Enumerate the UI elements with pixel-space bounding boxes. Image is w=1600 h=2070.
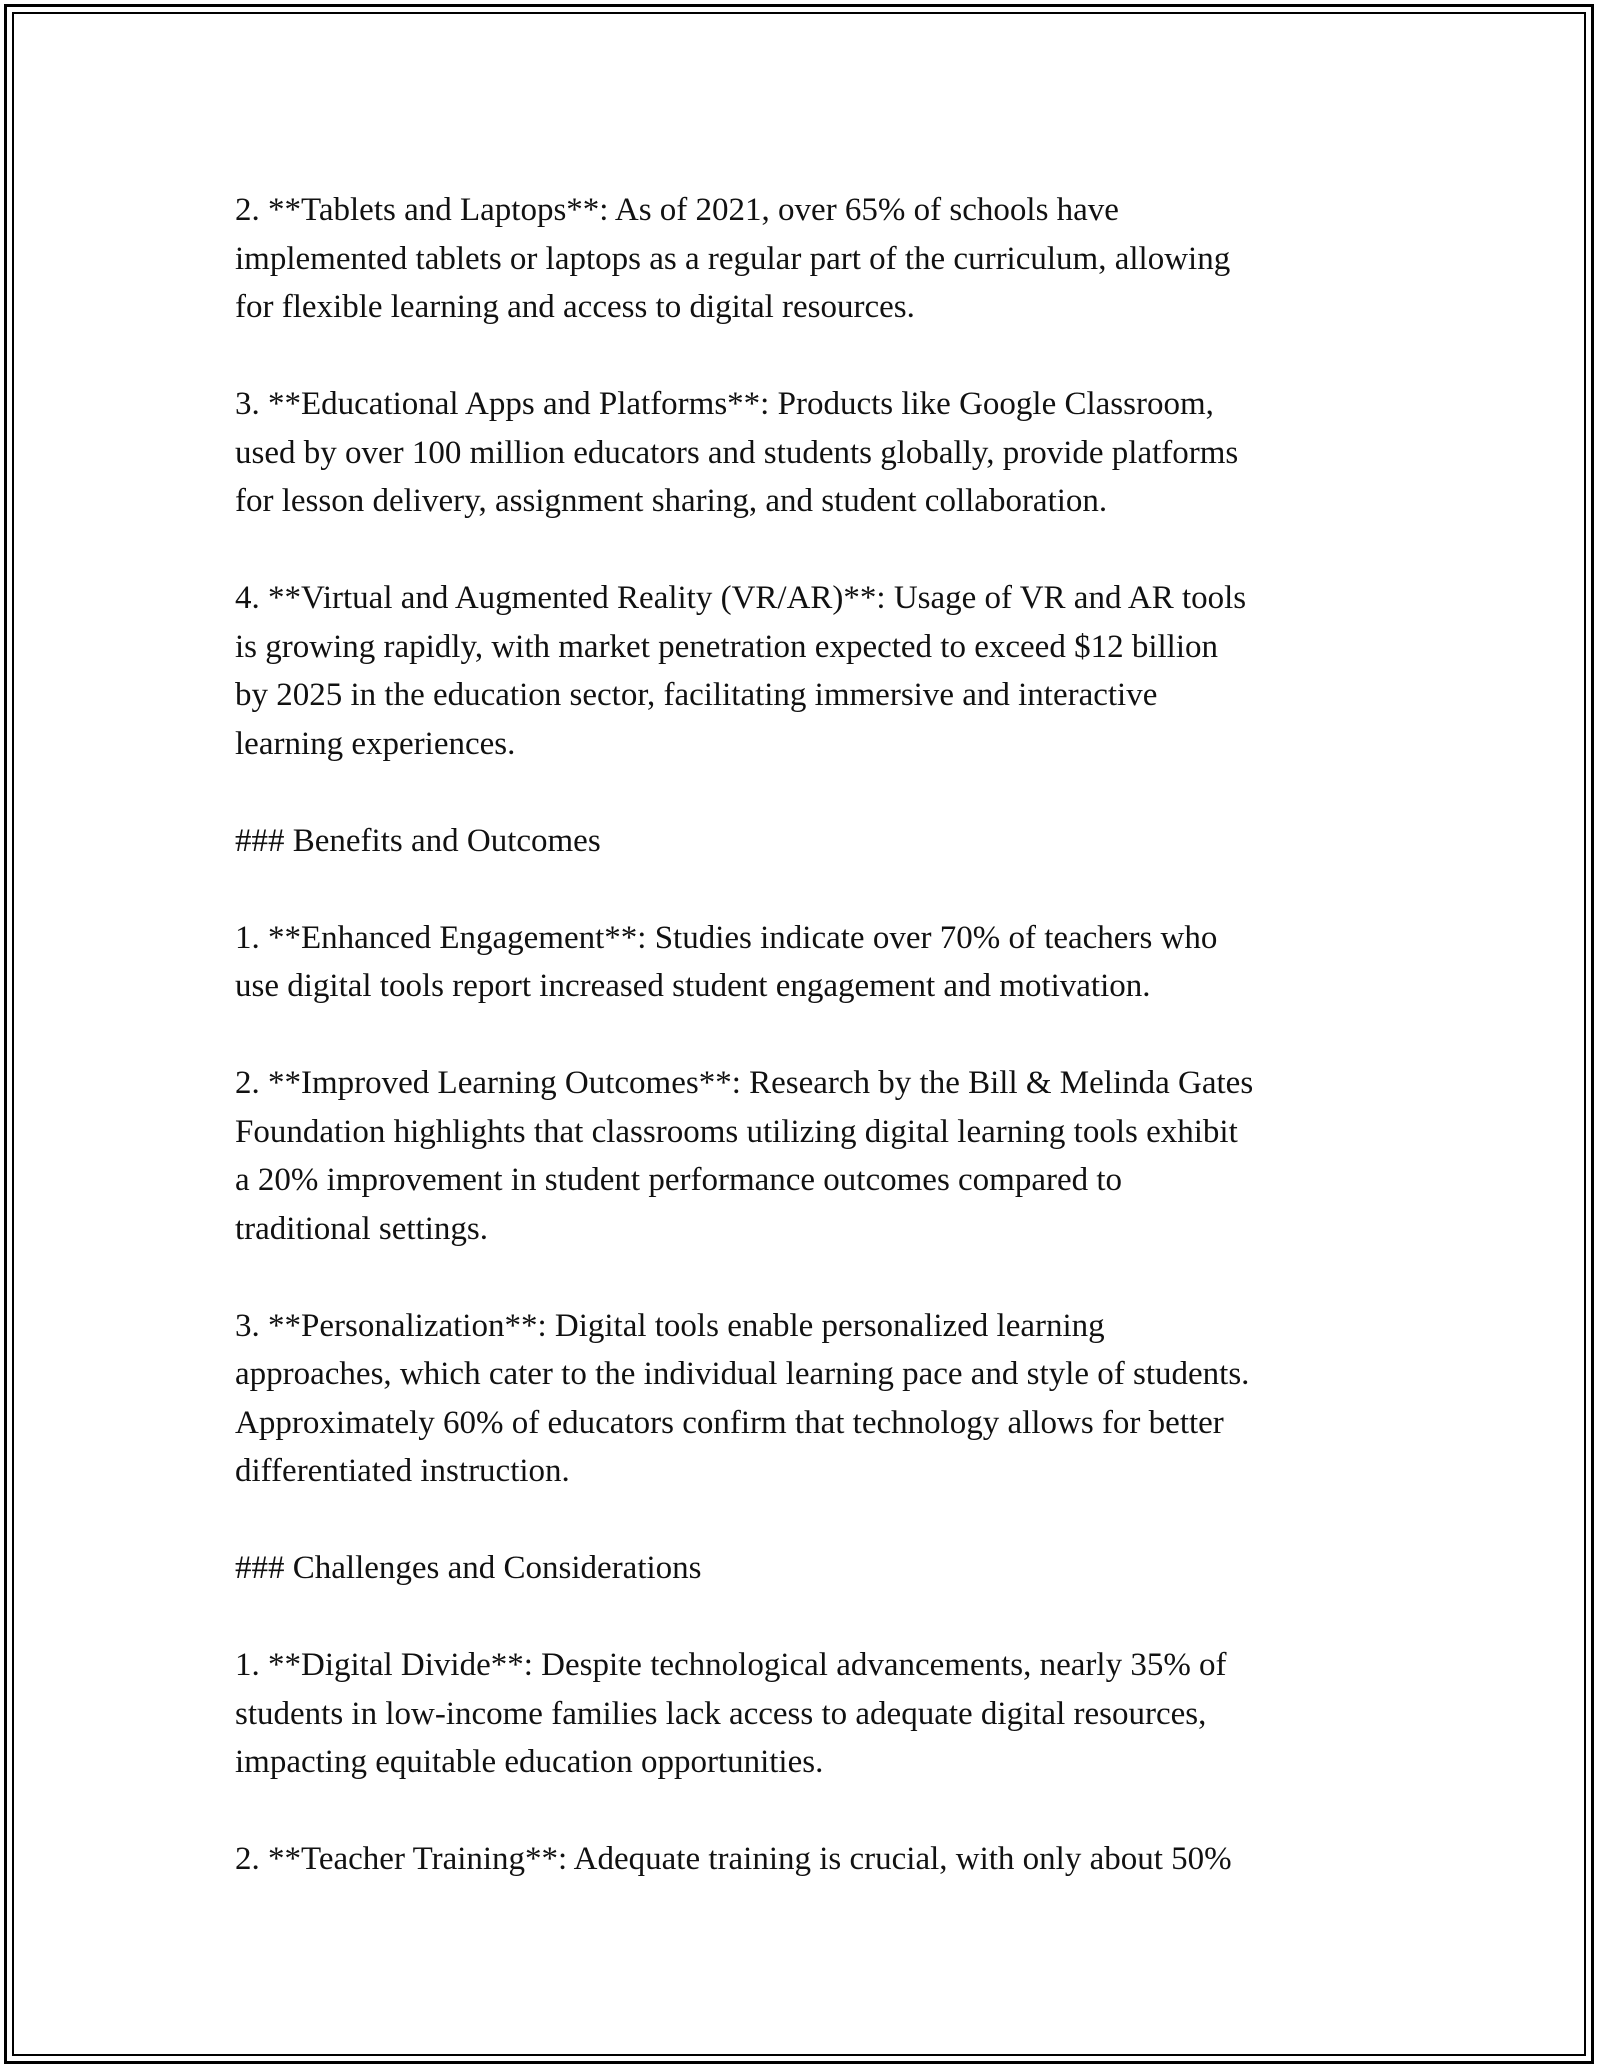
list-item-improved-outcomes: 2. **Improved Learning Outcomes**: Research by the Bill & Melinda Gates Foundation highlights that classrooms utilizing digital learning tools exhibit a 20% improvement in student performance outcomes compared to traditional settings. [235, 1065, 1254, 1247]
list-item-vr-ar: 4. **Virtual and Augmented Reality (VR/AR)**: Usage of VR and AR tools is growing rapidly, with market penetration expected to exceed $12 billion by 2025 in the education sector, facilitating immersive and interactive learning experiences. [235, 580, 1247, 762]
section-heading-challenges: ### Challenges and Considerations [235, 1550, 702, 1586]
list-item-teacher-training: 2. **Teacher Training**: Adequate training is crucial, with only about 50% [235, 1841, 1232, 1877]
list-item-educational-apps: 3. **Educational Apps and Platforms**: Products like Google Classroom, used by over 100 million educators and students globally, provide platforms for lesson delivery, assignment sharing, and student collaboration. [235, 386, 1239, 519]
list-item-tablets-laptops: 2. **Tablets and Laptops**: As of 2021, over 65% of schools have implemented tablets or laptops as a regular part of the curriculum, allowing for flexible learning and access to digital resources. [235, 192, 1231, 325]
section-heading-benefits: ### Benefits and Outcomes [235, 822, 601, 859]
list-item-digital-divide: 1. **Digital Divide**: Despite technological advancements, nearly 35% of students in low-income families lack access to adequate digital resources, impacting equitable education opportunities. [235, 1647, 1227, 1780]
document-body [235, 186, 1375, 1884]
list-item-personalization: 3. **Personalization**: Digital tools enable personalized learning approaches, which cater to the individual learning pace and style of students. Approximately 60% of educators confirm that technology allows for better differentiated instruction. [235, 1307, 1250, 1489]
list-item-enhanced-engagement: 1. **Enhanced Engagement**: Studies indicate over 70% of teachers who use digital tools report increased student engagement and motivation. [235, 919, 1218, 1004]
